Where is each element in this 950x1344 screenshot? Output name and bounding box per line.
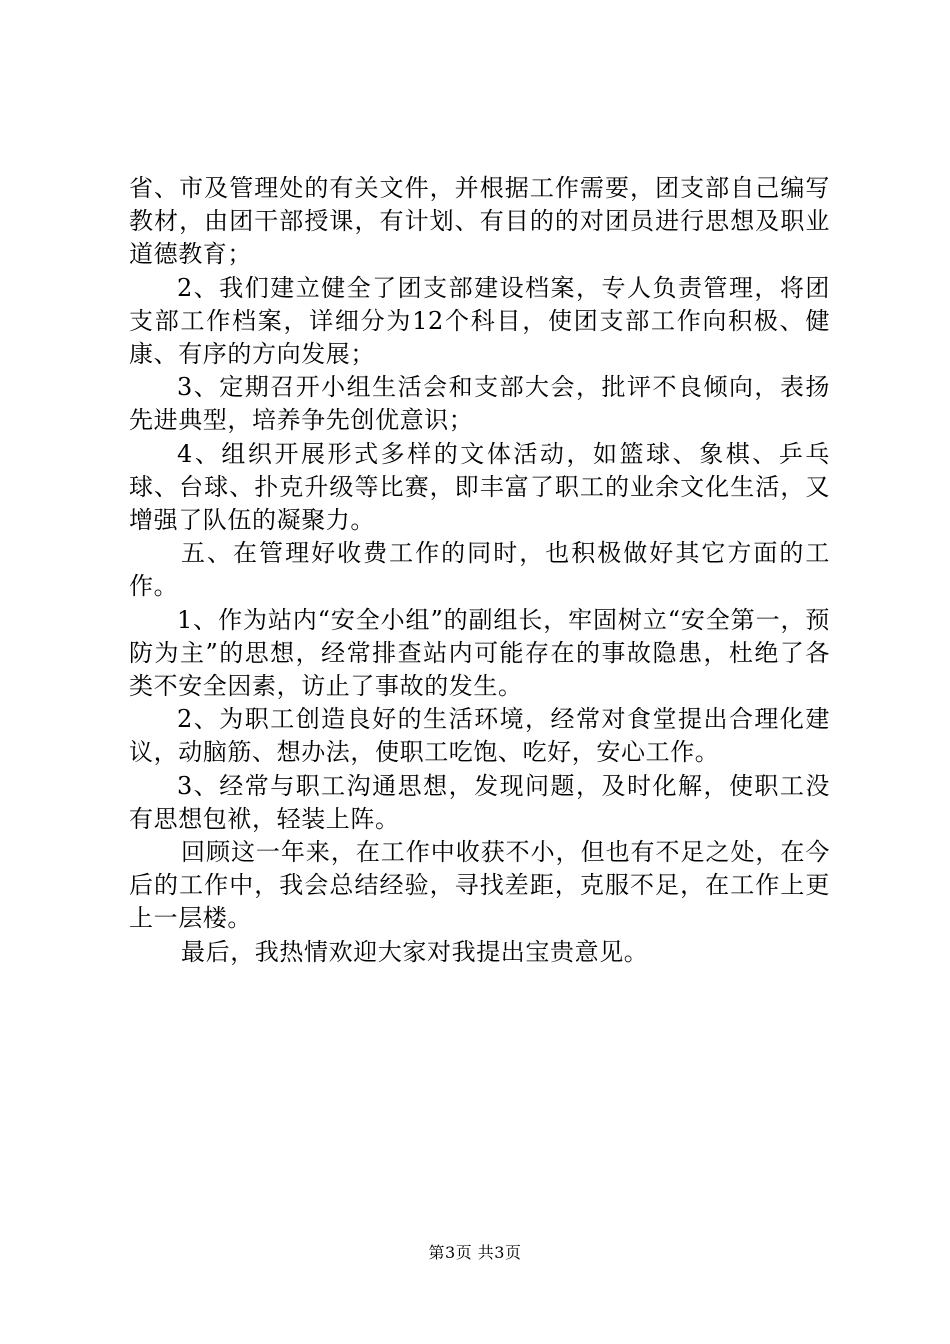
paragraph-item-2-canteen: 2、为职工创造良好的生活环境，经常对食堂提出合理化建议，动脑筋、想办法，使职工吃饱、吃好，安心工作。 (129, 705, 830, 767)
paragraph-continuation: 省、市及管理处的有关文件，并根据工作需要，团支部自己编写教材，由团干部授课，有计划、有目的的对团员进行思想及职业道德教育； (129, 174, 830, 269)
section-heading-five: 五、在管理好收费工作的同时，也积极做好其它方面的工作。 (129, 539, 830, 601)
document-body (129, 172, 830, 969)
paragraph-item-4: 4、组织开展形式多样的文体活动，如篮球、象棋、乒乓球、台球、扑克升级等比赛，即丰富了职工的业余文化生活，又增强了队伍的凝聚力。 (129, 439, 830, 535)
paragraph-item-3: 3、定期召开小组生活会和支部大会，批评不良倾向，表扬先进典型，培养争先创优意识； (129, 373, 830, 435)
paragraph-item-1-safety: 1、作为站内“安全小组”的副组长，牢固树立“安全第一，预防为主”的思想，经常排查站内可能存在的事故隐患，杜绝了各类不安全因素，访止了事故的发生。 (129, 605, 830, 701)
paragraph-closing: 最后，我热情欢迎大家对我提出宝贵意见。 (181, 937, 649, 966)
page-number-footer: 第3页 共3页 (428, 1243, 522, 1262)
paragraph-item-2: 2、我们建立健全了团支部建设档案，专人负责管理，将团支部工作档案，详细分为12个科目，使团支部工作向积极、健康、有序的方向发展； (129, 273, 830, 369)
paragraph-item-3-communication: 3、经常与职工沟通思想，发现问题，及时化解，使职工没有思想包袱，轻装上阵。 (129, 771, 830, 833)
paragraph-review: 回顾这一年来，在工作中收获不小，但也有不足之处，在今后的工作中，我会总结经验，寻找差距，克服不足，在工作上更上一层楼。 (129, 838, 830, 933)
